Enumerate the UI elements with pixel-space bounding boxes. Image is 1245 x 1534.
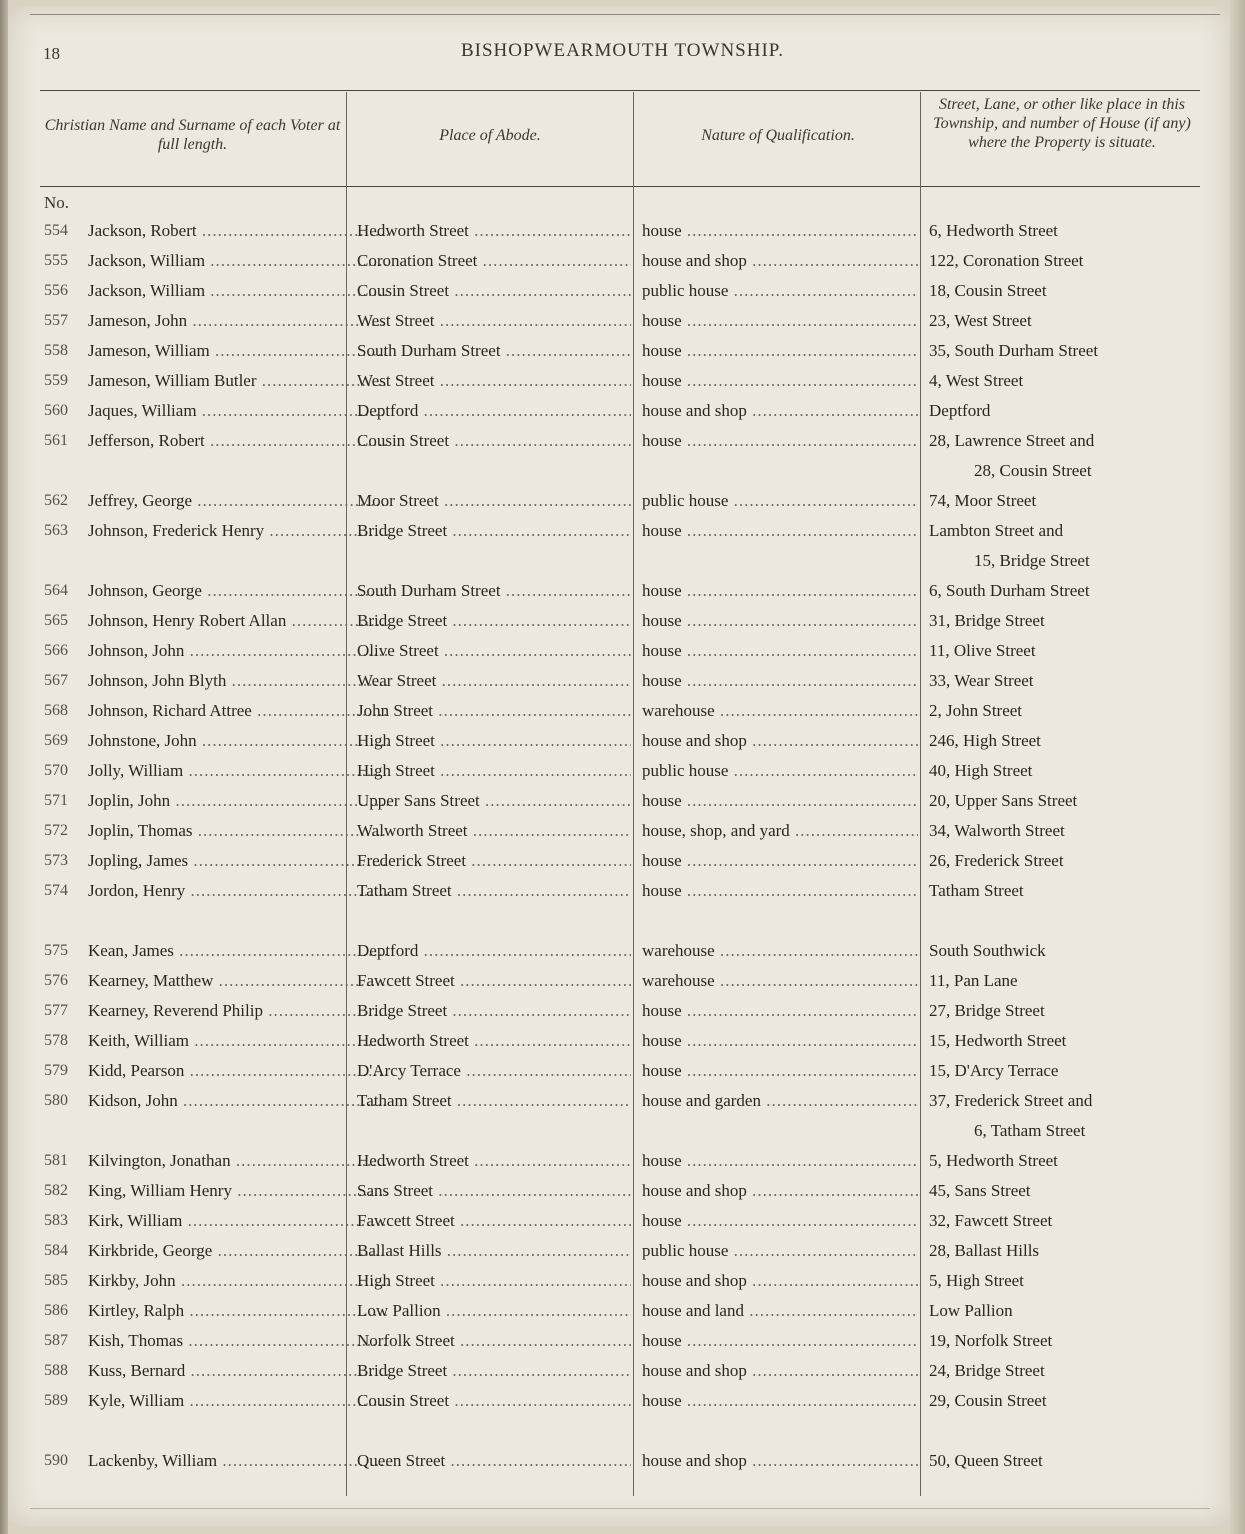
property-location: 28, Ballast Hills	[929, 1241, 1040, 1260]
property-location-continued: 28, Cousin Street	[974, 461, 1092, 480]
place-of-abode: Fawcett Street .....	[357, 966, 631, 996]
nature-of-qualification: house .....	[642, 1146, 918, 1176]
property-location: Lambton Street and	[929, 521, 1064, 540]
voter-name: Jolly, William .....	[88, 756, 388, 786]
voter-number: 554	[44, 222, 68, 239]
property-location: 122, Coronation Street	[929, 251, 1084, 270]
table-row	[44, 816, 1214, 846]
place-of-abode: Cousin Street .....	[357, 426, 631, 456]
property-location-continued: 6, Tatham Street	[974, 1121, 1086, 1140]
voter-number: 556	[44, 282, 68, 299]
place-of-abode: Cousin Street .....	[357, 1386, 631, 1416]
place-of-abode: High Street .....	[357, 756, 631, 786]
property-location: 15, D'Arcy Terrace	[929, 1061, 1059, 1080]
voter-number: 567	[44, 672, 68, 689]
table-row	[44, 726, 1214, 756]
property-location: 4, West Street	[929, 371, 1024, 390]
place-of-abode: Moor Street .....	[357, 486, 631, 516]
nature-of-qualification: house .....	[642, 606, 918, 636]
table-row	[44, 216, 1214, 246]
voter-name: Jackson, Robert .....	[88, 216, 388, 246]
voter-number: 555	[44, 252, 68, 269]
property-location: 15, Hedworth Street	[929, 1031, 1067, 1050]
table-row	[44, 426, 1214, 480]
voter-number: 589	[44, 1392, 68, 1409]
table-row	[44, 306, 1214, 336]
place-of-abode: West Street .....	[357, 306, 631, 336]
nature-of-qualification: house .....	[642, 996, 918, 1026]
voter-name: Johnson, John .....	[88, 636, 388, 666]
nature-of-qualification: house and shop .....	[642, 1266, 918, 1296]
property-location: 6, Hedworth Street	[929, 221, 1058, 240]
table-row	[44, 516, 1214, 570]
property-location: 35, South Durham Street	[929, 341, 1099, 360]
nature-of-qualification: public house .....	[642, 276, 918, 306]
place-of-abode: South Durham Street .....	[357, 576, 631, 606]
voter-name: Johnson, George .....	[88, 576, 388, 606]
nature-of-qualification: house .....	[642, 1056, 918, 1086]
table-row	[44, 756, 1214, 786]
place-of-abode: Norfolk Street .....	[357, 1326, 631, 1356]
place-of-abode: Ballast Hills .....	[357, 1236, 631, 1266]
voter-number: 578	[44, 1032, 68, 1049]
place-of-abode: Deptford .....	[357, 936, 631, 966]
property-location: 5, High Street	[929, 1271, 1024, 1290]
table-row	[44, 576, 1214, 606]
property-location: 37, Frederick Street and	[929, 1091, 1093, 1110]
voter-number: 557	[44, 312, 68, 329]
voter-name: Kearney, Reverend Philip .....	[88, 996, 388, 1026]
table-row	[44, 666, 1214, 696]
voter-name: Kish, Thomas .....	[88, 1326, 388, 1356]
table-row	[44, 396, 1214, 426]
place-of-abode: South Durham Street .....	[357, 336, 631, 366]
nature-of-qualification: warehouse .....	[642, 936, 918, 966]
table-row	[44, 936, 1214, 966]
nature-of-qualification: house and shop .....	[642, 1446, 918, 1476]
place-of-abode: Queen Street .....	[357, 1446, 631, 1476]
place-of-abode: Walworth Street .....	[357, 816, 631, 846]
voter-name: Kirkbride, George .....	[88, 1236, 388, 1266]
voter-number: 564	[44, 582, 68, 599]
nature-of-qualification: house and garden .....	[642, 1086, 918, 1116]
nature-of-qualification: house .....	[642, 516, 918, 546]
voter-number: 563	[44, 522, 68, 539]
header-abode: Place of Abode.	[439, 127, 541, 144]
property-location: 31, Bridge Street	[929, 611, 1045, 630]
voter-name: Lackenby, William .....	[88, 1446, 388, 1476]
voter-name: Kilvington, Jonathan .....	[88, 1146, 388, 1176]
place-of-abode: Olive Street .....	[357, 636, 631, 666]
nature-of-qualification: house and shop .....	[642, 246, 918, 276]
place-of-abode: John Street .....	[357, 696, 631, 726]
table-row	[44, 1446, 1214, 1476]
nature-of-qualification: house .....	[642, 1386, 918, 1416]
voter-name: Kidd, Pearson .....	[88, 1056, 388, 1086]
nature-of-qualification: house .....	[642, 306, 918, 336]
nature-of-qualification: house .....	[642, 1326, 918, 1356]
nature-of-qualification: house .....	[642, 636, 918, 666]
property-location: 5, Hedworth Street	[929, 1151, 1058, 1170]
voter-name: Jackson, William .....	[88, 246, 388, 276]
place-of-abode: Bridge Street .....	[357, 606, 631, 636]
voter-name: Kirkby, John .....	[88, 1266, 388, 1296]
place-of-abode: Coronation Street .....	[357, 246, 631, 276]
table-row	[44, 876, 1214, 906]
voter-number: 587	[44, 1332, 68, 1349]
nature-of-qualification: public house .....	[642, 1236, 918, 1266]
place-of-abode: Bridge Street .....	[357, 516, 631, 546]
place-of-abode: Low Pallion .....	[357, 1296, 631, 1326]
number-label: No.	[44, 193, 70, 212]
table-row	[44, 606, 1214, 636]
place-of-abode: Hedworth Street .....	[357, 1146, 631, 1176]
voter-name: Joplin, John .....	[88, 786, 388, 816]
property-location: 23, West Street	[929, 311, 1032, 330]
table-row	[44, 786, 1214, 816]
property-location: 33, Wear Street	[929, 671, 1034, 690]
voter-name: Jeffrey, George .....	[88, 486, 388, 516]
voter-name: Jameson, William .....	[88, 336, 388, 366]
voter-number: 572	[44, 822, 68, 839]
bottom-rule	[30, 1508, 1210, 1509]
nature-of-qualification: house .....	[642, 426, 918, 456]
nature-of-qualification: house .....	[642, 786, 918, 816]
voter-number: 569	[44, 732, 68, 749]
property-location: 18, Cousin Street	[929, 281, 1047, 300]
voter-name: Kidson, John .....	[88, 1086, 388, 1116]
place-of-abode: Fawcett Street .....	[357, 1206, 631, 1236]
table-row	[44, 1146, 1214, 1176]
place-of-abode: Hedworth Street .....	[357, 216, 631, 246]
nature-of-qualification: house and shop .....	[642, 396, 918, 426]
voter-number: 590	[44, 1452, 68, 1469]
nature-of-qualification: house .....	[642, 366, 918, 396]
table-row	[44, 966, 1214, 996]
nature-of-qualification: house and land .....	[642, 1296, 918, 1326]
voter-name: Jordon, Henry .....	[88, 876, 388, 906]
nature-of-qualification: house .....	[642, 336, 918, 366]
voter-number: 574	[44, 882, 68, 899]
voter-name: Johnson, Frederick Henry .....	[88, 516, 388, 546]
voter-name: Johnson, John Blyth .....	[88, 666, 388, 696]
table-row	[44, 366, 1214, 396]
voter-name: Keith, William .....	[88, 1026, 388, 1056]
property-location: 20, Upper Sans Street	[929, 791, 1078, 810]
table-row	[44, 1266, 1214, 1296]
voter-number: 560	[44, 402, 68, 419]
voter-number: 585	[44, 1272, 68, 1289]
nature-of-qualification: public house .....	[642, 756, 918, 786]
place-of-abode: Frederick Street .....	[357, 846, 631, 876]
voter-number: 558	[44, 342, 68, 359]
voter-name: Johnson, Richard Attree .....	[88, 696, 388, 726]
property-location: 27, Bridge Street	[929, 1001, 1045, 1020]
property-location: 11, Pan Lane	[929, 971, 1018, 990]
table-row	[44, 276, 1214, 306]
nature-of-qualification: house .....	[642, 846, 918, 876]
place-of-abode: D'Arcy Terrace .....	[357, 1056, 631, 1086]
place-of-abode: West Street .....	[357, 366, 631, 396]
nature-of-qualification: public house .....	[642, 486, 918, 516]
voter-number: 579	[44, 1062, 68, 1079]
voter-number: 586	[44, 1302, 68, 1319]
property-location: 50, Queen Street	[929, 1451, 1043, 1470]
table-row	[44, 1206, 1214, 1236]
nature-of-qualification: house and shop .....	[642, 726, 918, 756]
voter-name: Kean, James .....	[88, 936, 388, 966]
voter-number: 576	[44, 972, 68, 989]
table-row	[44, 486, 1214, 516]
voter-number: 581	[44, 1152, 68, 1169]
property-location: 74, Moor Street	[929, 491, 1037, 510]
property-location: Deptford	[929, 401, 991, 420]
property-location: 34, Walworth Street	[929, 821, 1065, 840]
voter-name: Kirtley, Ralph .....	[88, 1296, 388, 1326]
page-left-edge	[0, 0, 8, 1534]
place-of-abode: Upper Sans Street .....	[357, 786, 631, 816]
property-location: 40, High Street	[929, 761, 1033, 780]
voter-name: Kyle, William .....	[88, 1386, 388, 1416]
property-location: 45, Sans Street	[929, 1181, 1031, 1200]
voter-number: 559	[44, 372, 68, 389]
top-rule	[30, 14, 1220, 15]
table-row	[44, 1026, 1214, 1056]
property-location: 24, Bridge Street	[929, 1361, 1045, 1380]
property-location: 11, Olive Street	[929, 641, 1036, 660]
nature-of-qualification: house and shop .....	[642, 1176, 918, 1206]
property-location: 29, Cousin Street	[929, 1391, 1047, 1410]
voter-number: 571	[44, 792, 68, 809]
voter-name: Kearney, Matthew .....	[88, 966, 388, 996]
property-location: Low Pallion	[929, 1301, 1013, 1320]
place-of-abode: Deptford .....	[357, 396, 631, 426]
place-of-abode: Tatham Street .....	[357, 876, 631, 906]
header-qualification: Nature of Qualification.	[701, 127, 855, 144]
property-location: 19, Norfolk Street	[929, 1331, 1053, 1350]
property-location: 26, Frederick Street	[929, 851, 1064, 870]
property-location: 28, Lawrence Street and	[929, 431, 1095, 450]
nature-of-qualification: house .....	[642, 666, 918, 696]
property-location-continued: 15, Bridge Street	[974, 551, 1090, 570]
nature-of-qualification: house .....	[642, 576, 918, 606]
voter-number: 577	[44, 1002, 68, 1019]
voter-name: Jameson, John .....	[88, 306, 388, 336]
nature-of-qualification: warehouse .....	[642, 696, 918, 726]
property-location: South Southwick	[929, 941, 1046, 960]
voter-name: Kuss, Bernard .....	[88, 1356, 388, 1386]
table-row	[44, 996, 1214, 1026]
voter-name: Jopling, James .....	[88, 846, 388, 876]
page-right-edge	[1230, 0, 1245, 1534]
nature-of-qualification: house .....	[642, 876, 918, 906]
table-row	[44, 1086, 1214, 1140]
voter-number: 570	[44, 762, 68, 779]
table-row	[44, 1326, 1214, 1356]
table-row	[44, 1296, 1214, 1326]
voter-number: 580	[44, 1092, 68, 1109]
voter-name: King, William Henry .....	[88, 1176, 388, 1206]
running-head: BISHOPWEARMOUTH TOWNSHIP.	[460, 40, 785, 61]
place-of-abode: Bridge Street .....	[357, 996, 631, 1026]
header-name: Christian Name and Surname of each Voter at full length.	[44, 117, 341, 153]
header-property: Street, Lane, or other like place in this Township, and number of House (if any) where the Property is situate.	[933, 96, 1191, 151]
property-location: 246, High Street	[929, 731, 1041, 750]
voter-name: Jameson, William Butler .....	[88, 366, 388, 396]
voter-number: 583	[44, 1212, 68, 1229]
page-number: 18	[43, 44, 60, 63]
table-row	[44, 696, 1214, 726]
nature-of-qualification: house, shop, and yard .....	[642, 816, 918, 846]
voter-name: Kirk, William .....	[88, 1206, 388, 1236]
nature-of-qualification: house .....	[642, 1026, 918, 1056]
voter-number: 565	[44, 612, 68, 629]
table-row	[44, 1176, 1214, 1206]
header-bottom-rule	[40, 186, 1200, 187]
place-of-abode: Tatham Street .....	[357, 1086, 631, 1116]
table-row	[44, 1236, 1214, 1266]
table-row	[44, 246, 1214, 276]
property-location: 32, Fawcett Street	[929, 1211, 1053, 1230]
nature-of-qualification: house .....	[642, 1206, 918, 1236]
voter-name: Jackson, William .....	[88, 276, 388, 306]
table-row	[44, 1356, 1214, 1386]
voter-number: 573	[44, 852, 68, 869]
voter-number: 584	[44, 1242, 68, 1259]
place-of-abode: High Street .....	[357, 1266, 631, 1296]
voter-number: 588	[44, 1362, 68, 1379]
voter-number: 562	[44, 492, 68, 509]
table-row	[44, 846, 1214, 876]
voter-number: 561	[44, 432, 68, 449]
table-row	[44, 636, 1214, 666]
table-row	[44, 336, 1214, 366]
place-of-abode: Bridge Street .....	[357, 1356, 631, 1386]
voter-name: Johnson, Henry Robert Allan .....	[88, 606, 388, 636]
voter-name: Johnstone, John .....	[88, 726, 388, 756]
table-row	[44, 1056, 1214, 1086]
voter-name: Joplin, Thomas .....	[88, 816, 388, 846]
place-of-abode: Hedworth Street .....	[357, 1026, 631, 1056]
place-of-abode: High Street .....	[357, 726, 631, 756]
place-of-abode: Cousin Street .....	[357, 276, 631, 306]
voter-number: 575	[44, 942, 68, 959]
voter-number: 568	[44, 702, 68, 719]
property-location: 6, South Durham Street	[929, 581, 1090, 600]
voter-name: Jaques, William .....	[88, 396, 388, 426]
nature-of-qualification: house .....	[642, 216, 918, 246]
voter-number: 582	[44, 1182, 68, 1199]
table-row	[44, 1386, 1214, 1416]
property-location: Tatham Street	[929, 881, 1024, 900]
nature-of-qualification: warehouse .....	[642, 966, 918, 996]
place-of-abode: Wear Street .....	[357, 666, 631, 696]
nature-of-qualification: house and shop .....	[642, 1356, 918, 1386]
property-location: 2, John Street	[929, 701, 1023, 720]
voter-number: 566	[44, 642, 68, 659]
place-of-abode: Sans Street .....	[357, 1176, 631, 1206]
header-top-rule	[40, 90, 1200, 91]
voter-name: Jefferson, Robert .....	[88, 426, 388, 456]
